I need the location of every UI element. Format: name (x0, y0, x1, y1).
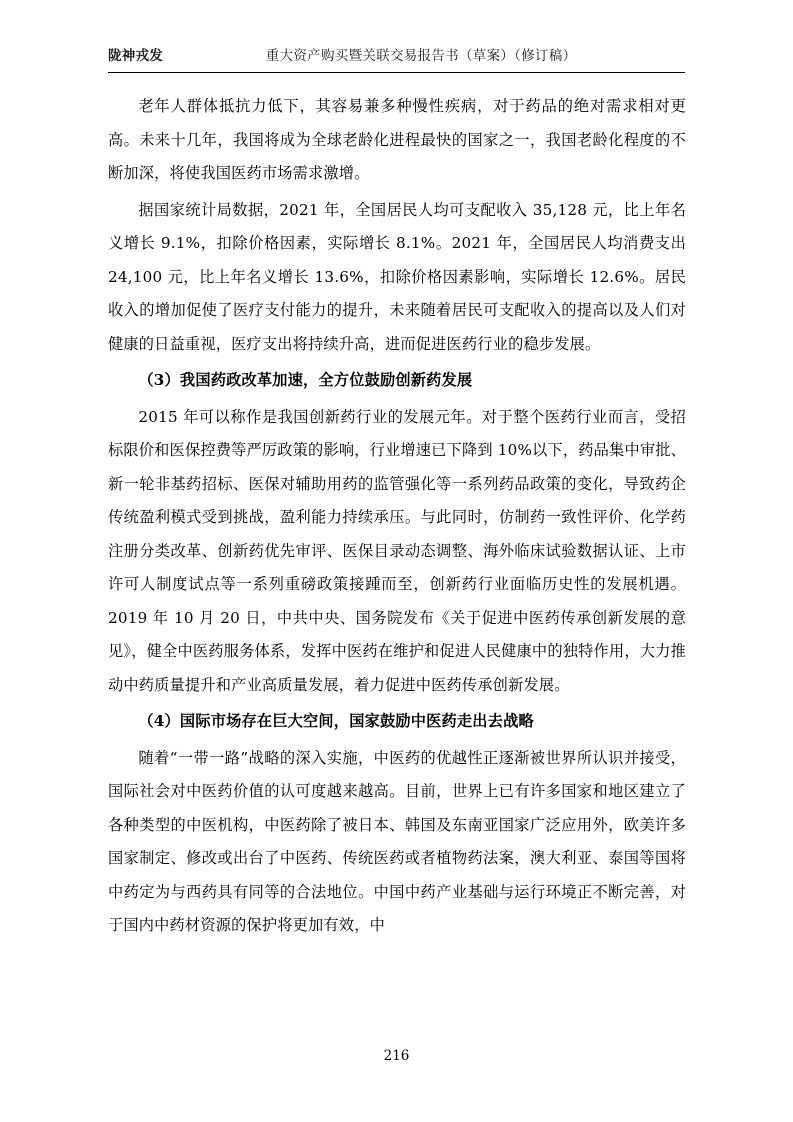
body-paragraph: 老年人群体抵抗力低下，其容易兼多种慢性疾病，对于药品的绝对需求相对更高。未来十几年，我国将成为全球老龄化进程最快的国家之一，我国老龄化程度的不断加深，将使我国医药市场需求激增。 (108, 97, 686, 182)
header-company-name: 陇神戎发 (108, 48, 164, 64)
section-heading: （4）国际市场存在巨大空间，国家鼓励中医药走出去战略 (138, 712, 534, 730)
header-document-title: 重大资产购买暨关联交易报告书（草案）（修订稿） (265, 48, 577, 64)
page-body (108, 90, 686, 946)
body-paragraph: 随着“一带一路”战略的深入实施，中医药的优越性正逐渐被世界所认识并接受，国际社会对中医药价值的认可度越来越高。目前，世界上已有许多国家和地区建立了各种类型的中医机构，中医药除了被日本、韩国及东南亚国家广泛应用外，欧美许多国家制定、修改或出台了中医药、传统医药或者植物药法案，澳大利亚、泰国等国将中药定为与西药具有同等的合法地位。中国中药产业基础与运行环境正不断完善，对于国内中药材资源的保护将更加有效，中 (108, 748, 686, 934)
section-heading: （3）我国药政改革加速，全方位鼓励创新药发展 (138, 371, 473, 389)
page-number: 216 (383, 1048, 410, 1064)
page-header (108, 44, 685, 64)
header-divider (108, 72, 685, 73)
body-paragraph: 2015 年可以称作是我国创新药行业的发展元年。对于整个医药行业而言，受招标限价和医保控费等严厉政策的影响，行业增速已下降到 10%以下，药品集中审批、新一轮非基药招标、医保对辅助用药的监管强化等一系列药品政策的变化，导致药企传统盈利模式受到挑战，盈利能力持续承压。与此同时，仿制药一致性评价、化学药注册分类改革、创新药优先审评、医保目录动态调整、海外临床试验数据认证、上市许可人制度试点等一系列重磅政策接踵而至，创新药行业面临历史性的发展机遇。2019 年 10 月 20 日，中共中央、国务院发布《关于促进中医药传承创新发展的意见》，健全中医药服务体系，发挥中医药在维护和促进人民健康中的独特作用，大力推动中药质量提升和产业高质量发展，着力促进中医药传承创新发展。 (108, 407, 686, 694)
body-paragraph: 据国家统计局数据，2021 年，全国居民人均可支配收入 35,128 元，比上年名义增长 9.1%，扣除价格因素，实际增长 8.1%。2021 年，全国居民人均消费支出 24,100 元，比上年名义增长 13.6%，扣除价格因素影响，实际增长 12.6%。居民收入的增加促使了医疗支付能力的提升，未来随着居民可支配收入的提高以及人们对健康的日益重视，医疗支出将持续升高，进而促进医药行业的稳步发展。 (108, 200, 686, 353)
